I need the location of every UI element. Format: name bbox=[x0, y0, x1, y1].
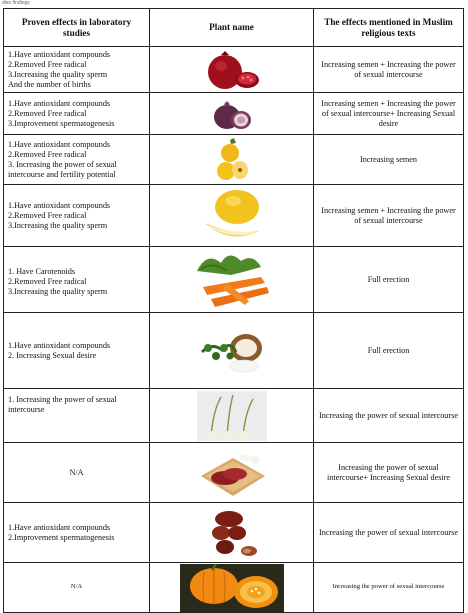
table-row bbox=[4, 185, 464, 247]
dates-image bbox=[199, 505, 265, 561]
religious-effect-cell: Increasing semen + Increasing the power of sexual intercourse bbox=[314, 185, 464, 247]
religious-effect-cell: Increasing semen + Increasing the power of sexual intercourse+ Increasing Sexual desire bbox=[314, 93, 464, 135]
plant-image-cell bbox=[150, 389, 314, 443]
lab-effects-cell bbox=[4, 503, 150, 563]
lab-effects-cell bbox=[4, 389, 150, 443]
lab-effect-line: And the number of births bbox=[8, 79, 91, 89]
lab-effect-line: 1.Have antioxidant compounds bbox=[8, 200, 111, 210]
lab-effects-cell bbox=[4, 313, 150, 389]
lab-effects-cell bbox=[4, 185, 150, 247]
plant-image-cell bbox=[150, 503, 314, 563]
religious-effect-cell: Increasing semen + Increasing the power of sexual intercourse bbox=[314, 47, 464, 93]
plant-image-cell bbox=[150, 563, 314, 613]
melon-image bbox=[199, 187, 265, 245]
religious-effect-cell: Increasing the power of sexual intercourse bbox=[314, 503, 464, 563]
religious-effect-cell: Increasing the power of sexual intercourse bbox=[314, 563, 464, 613]
lab-effect-line: 2.Improvement spermatogenesis bbox=[8, 532, 115, 542]
lab-effects-cell bbox=[4, 93, 150, 135]
sprouting-garlic-image bbox=[197, 391, 267, 441]
lab-effects-cell bbox=[4, 47, 150, 93]
lab-effect-line: 2.Removed Free radical bbox=[8, 149, 87, 159]
plant-image-cell bbox=[150, 93, 314, 135]
table-row bbox=[4, 93, 464, 135]
lab-effect-line: 1.Have antioxidant compounds bbox=[8, 340, 111, 350]
pumpkin-image bbox=[180, 564, 284, 612]
table-row bbox=[4, 389, 464, 443]
table-row bbox=[4, 563, 464, 613]
lab-effect-line: 1.Have antioxidant compounds bbox=[8, 522, 111, 532]
carrot-image bbox=[187, 249, 277, 311]
onion-image bbox=[207, 95, 257, 133]
plant-image-cell bbox=[150, 443, 314, 503]
lab-effect-line: N/A bbox=[70, 583, 83, 591]
lab-effect-line: 3.Increasing the quality sperm bbox=[8, 69, 108, 79]
lab-effect-line: 2.Removed Free radical bbox=[8, 59, 87, 69]
lab-effect-line: 1.Have antioxidant compounds bbox=[8, 49, 111, 59]
religious-effect-cell: Increasing semen bbox=[314, 135, 464, 185]
plant-image-cell bbox=[150, 247, 314, 313]
table-row bbox=[4, 47, 464, 93]
header-religious-effects: The effects mentioned in Muslim religious texts bbox=[314, 9, 464, 47]
lab-effects-cell bbox=[4, 443, 150, 503]
quince-image bbox=[212, 137, 252, 183]
plant-image-cell bbox=[150, 185, 314, 247]
table-row bbox=[4, 313, 464, 389]
lab-effects-cell bbox=[4, 247, 150, 313]
lab-effect-line: 1.Have antioxidant compounds bbox=[8, 98, 111, 108]
religious-effect-cell: Increasing the power of sexual intercourse bbox=[314, 389, 464, 443]
religious-effect-cell: Increasing the power of sexual intercourse+ Increasing Sexual desire bbox=[314, 443, 464, 503]
lab-effect-line: 3.Improvement spermatogenesis bbox=[8, 118, 115, 128]
table-row bbox=[4, 443, 464, 503]
table-row bbox=[4, 503, 464, 563]
lab-effect-line: N/A bbox=[69, 467, 84, 477]
lab-effect-line: 3.Increasing the quality sperm bbox=[8, 287, 108, 296]
table-caption: dies findings bbox=[2, 0, 30, 6]
lab-effect-line: 2.Removed Free radical bbox=[8, 210, 87, 220]
table-row bbox=[4, 247, 464, 313]
lab-effects-cell bbox=[4, 135, 150, 185]
herb-and-salt-image bbox=[196, 326, 268, 376]
header-row bbox=[4, 9, 464, 47]
lab-effect-line: 2.Removed Free radical bbox=[8, 108, 87, 118]
pomegranate-image bbox=[197, 48, 267, 92]
header-plant-name: Plant name bbox=[150, 9, 314, 47]
lab-effect-line: 2. Increasing Sexual desire bbox=[8, 350, 97, 360]
header-lab-effects: Proven effects in laboratory studies bbox=[4, 9, 150, 47]
lab-effects-cell bbox=[4, 563, 150, 613]
religious-effect-cell: Full erection bbox=[314, 247, 464, 313]
lab-effect-line: 1. Have Carotenoids bbox=[8, 267, 76, 276]
lab-effect-line: 3.Increasing the quality sperm bbox=[8, 220, 108, 230]
lab-effect-line: 1. Increasing the power of sexual intercourse bbox=[8, 395, 117, 414]
plant-image-cell bbox=[150, 313, 314, 389]
findings-table bbox=[3, 8, 464, 613]
plant-image-cell bbox=[150, 135, 314, 185]
lab-effect-line: 2.Removed Free radical bbox=[8, 277, 87, 286]
lab-effect-line: 1.Have antioxidant compounds bbox=[8, 139, 111, 149]
table-row bbox=[4, 135, 464, 185]
plant-image-cell bbox=[150, 47, 314, 93]
religious-effect-cell: Full erection bbox=[314, 313, 464, 389]
lab-effect-line: 3. Increasing the power of sexual intercourse and fertility potential bbox=[8, 159, 117, 179]
meat-and-eggs-image bbox=[195, 446, 269, 500]
